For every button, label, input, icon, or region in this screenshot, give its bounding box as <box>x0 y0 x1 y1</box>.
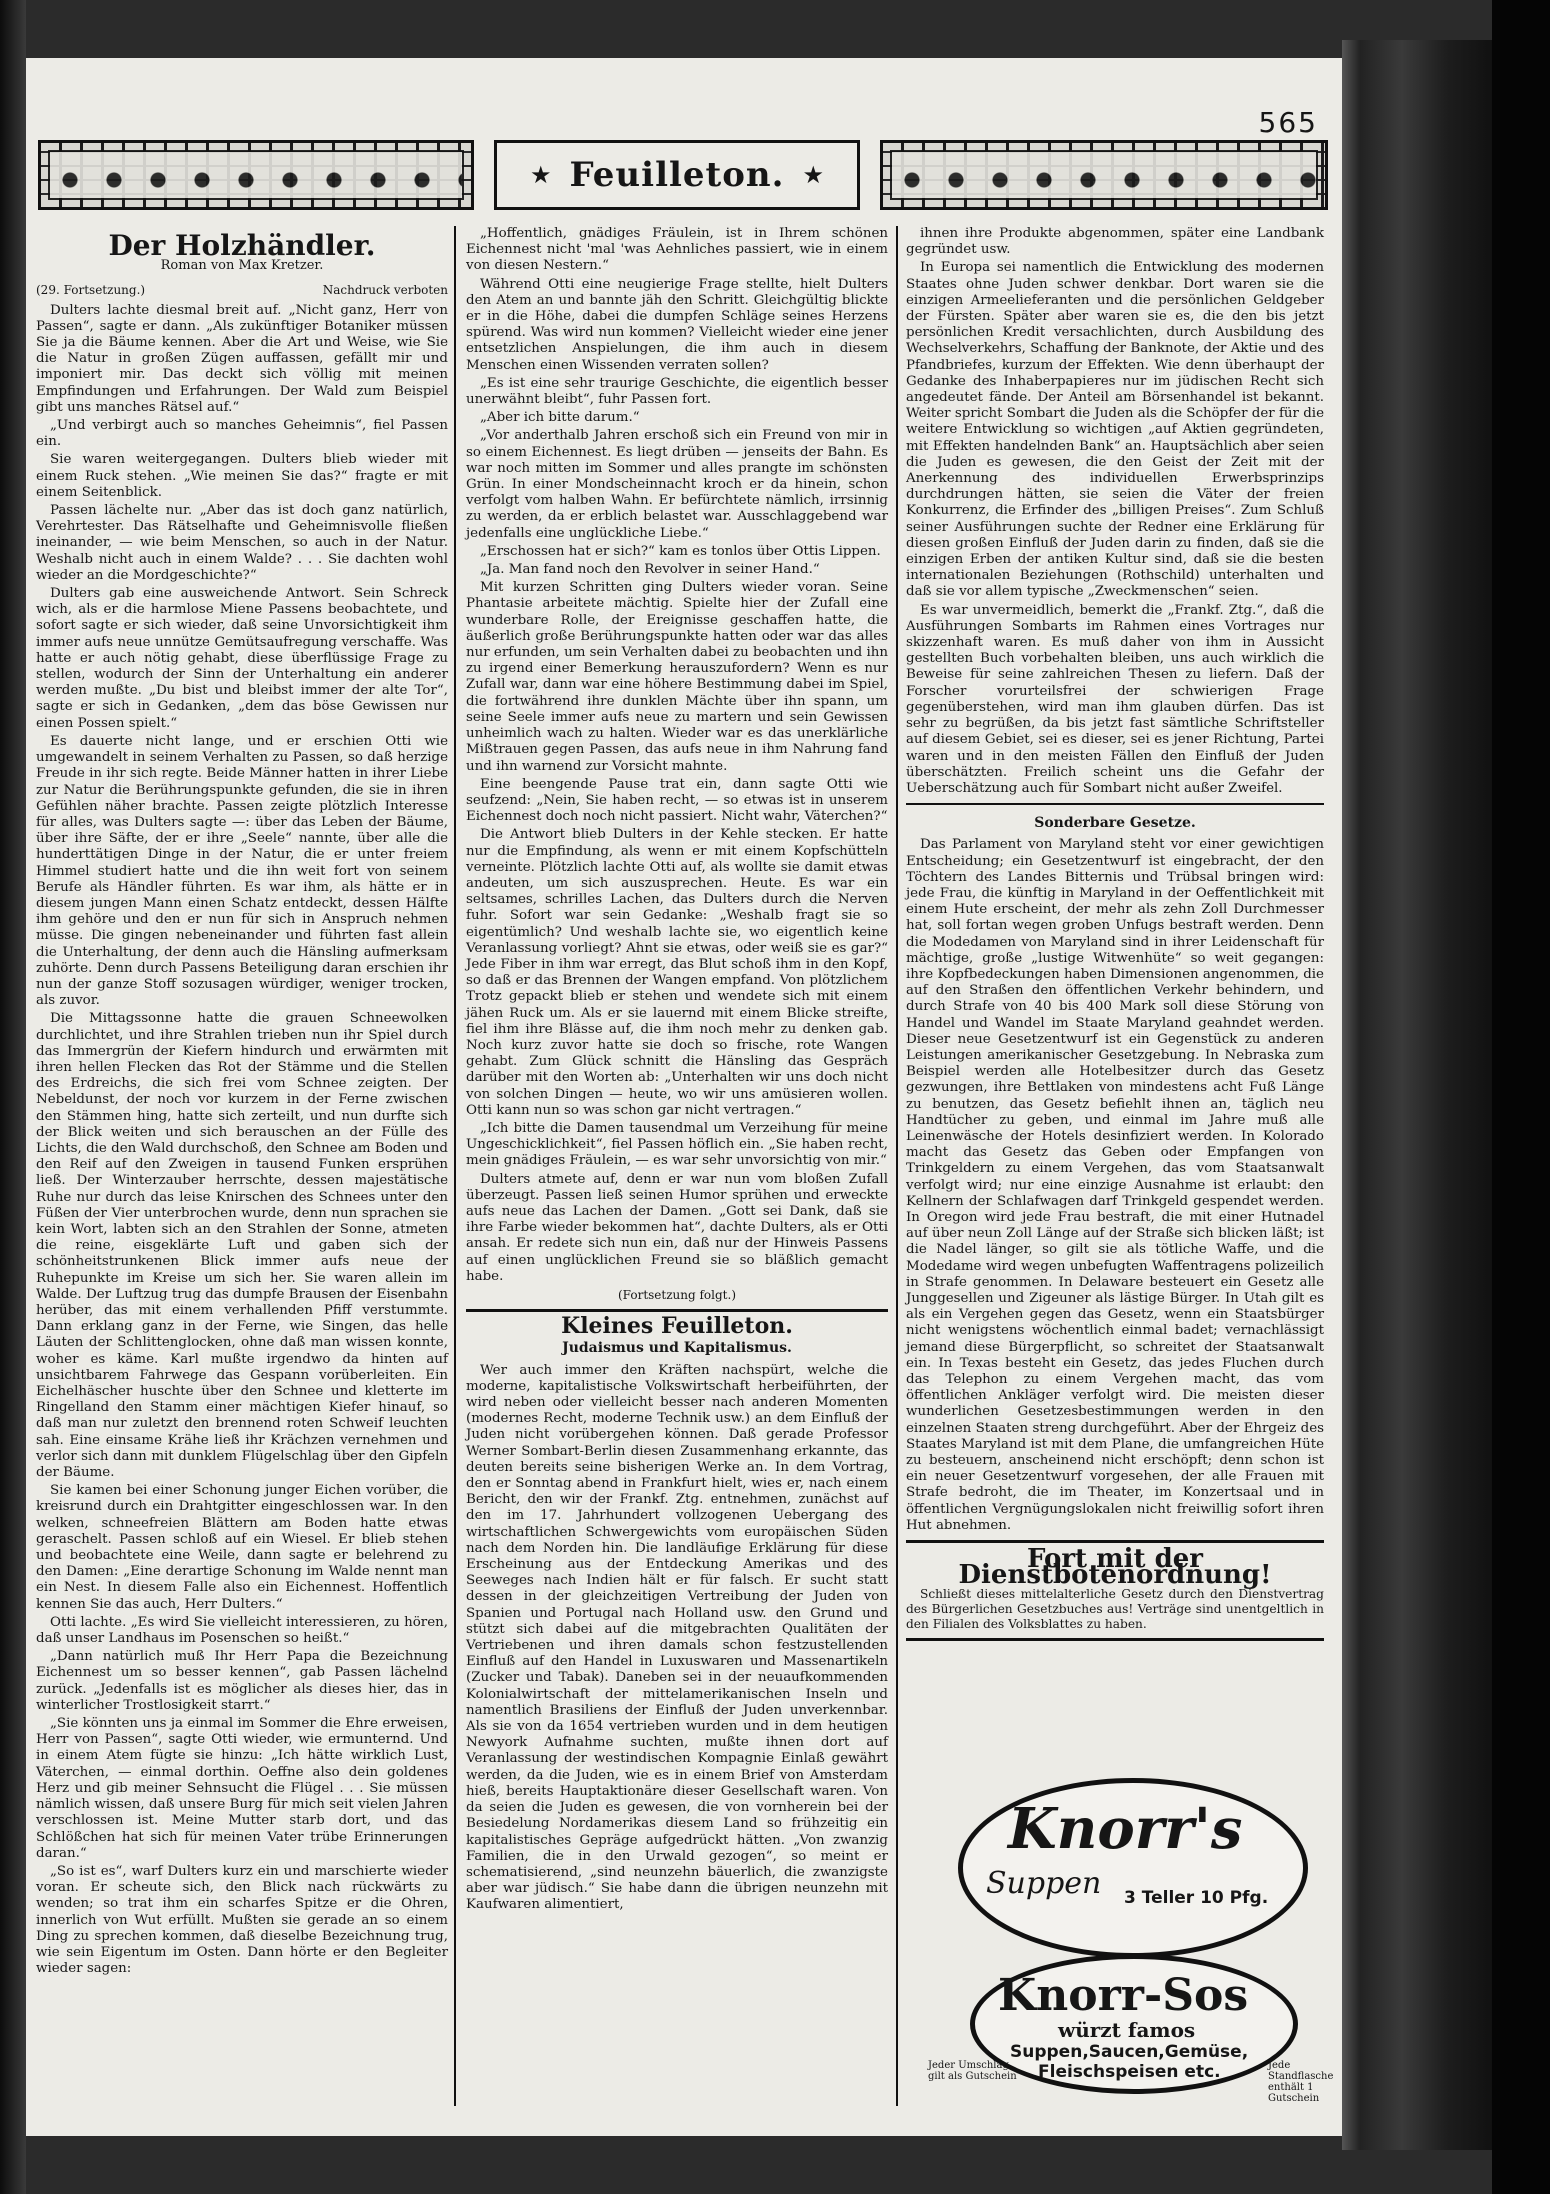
paragraph: „Es ist eine sehr traurige Geschichte, die eigentlich besser unerwähnt bleibt“, fuhr Passen fort. <box>466 375 888 408</box>
column-3 <box>906 226 1324 1647</box>
paragraph: Die Mittagssonne hatte die grauen Schneewolken durchlichtet, und ihre Strahlen trieben nun ihr Spiel durch das Immergrün der Kiefern hindurch und erwärmten mit ihren hellen Flecken das Rot der Stämme und die Stellen des Erdreichs, die sich frei vom Schnee zeigten. Der Nebeldunst, der noch vor kurzem in der Ferne zwischen den Stämmen hing, hatte sich zerteilt, und nun durfte sich der Blick weiten und sich berauschen an der Fülle des Lichts, die den Wald durchschoß, den Schnee am Boden und den Reif auf den Zweigen in tausend Funken ersprühen ließ. Der Winterzauber herrschte, dessen majestätische Ruhe nur durch das leise Knirschen des Schnees unter den Füßen der Vier unterbrochen wurde, denn nun sprachen sie kein Wort, labten sich an den Strahlen der Sonne, atmeten die reine, eisgeklärte Luft und gaben sich der schönheitstrunkenen Blick immer aufs neue der Ruhepunkte im Kreise um sich her. Sie waren allein im Walde. Der Luftzug trug das dumpfe Brausen der Eisenbahn herüber, das mit einem verhallenden Pfiff verstummte. Dann erklang ganz in der Ferne, wie Singen, das helle Läuten der Schlittenglocken, ohne daß man wissen konnte, woher es käme. Karl mußte irgendwo da hinten auf unsichtbarem Fahrwege das Gespann vorüberleiten. Ein Eichelhäscher huschte über den Schnee und kletterte im Ringelland den Stamm einer mächtigen Kiefer hinauf, so daß man nur zuletzt den brennend roten Schweif leuchten sah. Eine einsame Krähe ließ ihr Krächzen vernehmen und verlor sich dann mit dunklem Flügelschlag über den Gipfeln der Bäume. <box>36 1011 448 1481</box>
paragraph: „Sie könnten uns ja einmal im Sommer die Ehre erweisen, Herr von Passen“, sagte Otti wieder, wie ermunternd. Und in einem Atem fügte sie hinzu: „Ich hätte wirklich Lust, Väterchen, — einmal dorthin. Oeffne also dein goldenes Herz und gib meiner Sehnsucht die Flügel . . . Sie müssen nämlich wissen, daß unsere Burg für mich seit vielen Jahren verschlossen ist. Meine Mutter starb dort, und das Schlößchen hat sich für meinen Vater trübe Erinnerungen daran.“ <box>36 1716 448 1861</box>
paragraph: „So ist es“, warf Dulters kurz ein und marschierte wieder voran. Er scheute sich, den Blick nach rückwärts zu wenden; so trat ihm ein scharfes Spitze er die Ohren, innerlich von Wut erfüllt. Mußten sie gerade an so einem Ding zu sprechen kommen, daß dieselbe Bezeichnung trug, wie sein Eigentum im Osten. Dann hörte er den Begleiter wieder sagen: <box>36 1863 448 1977</box>
paragraph: Passen lächelte nur. „Aber das ist doch ganz natürlich, Verehrtester. Das Rätselhafte und Geheimnisvolle fließen ineinander, — wie beim Menschen, so auch in der Natur. Weshalb nicht auch in einem Walde? . . . Sie dachten wohl wieder an die Mordgeschichte?“ <box>36 503 448 583</box>
paragraph: „Erschossen hat er sich?“ kam es tonlos über Ottis Lippen. <box>480 543 881 559</box>
star-icon: ★ <box>530 161 552 189</box>
feuilleton-header <box>38 140 1328 210</box>
ad-product-sos: Knorr-Sos <box>998 1970 1249 2021</box>
paragraph: Dulters atmete auf, denn er war nun vom bloßen Zufall überzeugt. Passen ließ seinen Humor sprühen und erweckte aufs neue das Lachen der Damen. „Gott sei Dank, daß sie ihre Farbe wieder bekommen hat“, dachte Dulters, als er Otti ansah. Er redete sich nun ein, daß nur der Hinweis Passens auf einen unglücklichen Freund sie so bläßlich gemacht habe. <box>466 1171 888 1284</box>
notice-title: Fort mit der Dienstbotenordnung! <box>958 1544 1272 1591</box>
article-title: Judaismus und Kapitalismus. <box>562 1340 792 1357</box>
paragraph: „Aber ich bitte darum.“ <box>480 410 640 426</box>
knorr-advertisement <box>928 1778 1338 2108</box>
paragraph: Dulters lachte diesmal breit auf. „Nicht ganz, Herr von Passen“, sagte er dann. „Als zukünftiger Botaniker müssen Sie ja die Bäume kennen. Aber die Art und Weise, wie Sie die Natur in großen Zügen auffassen, gefällt mir und imponiert mir. Das deckt sich völlig mit meinen Empfindungen und Erfahrungen. Der Wald zum Beispiel gibt uns manches Rätsel auf.“ <box>36 302 448 415</box>
divider <box>906 1638 1324 1641</box>
column-2 <box>466 226 888 1916</box>
divider <box>466 1309 888 1312</box>
paragraph: ihnen ihre Produkte abgenommen, später eine Landbank gegründet usw. <box>906 226 1324 258</box>
story-author: Roman von Max Kretzer. <box>160 258 324 274</box>
section-title: Feuilleton. <box>569 155 785 195</box>
paragraph: Sie waren weitergegangen. Dulters blieb wieder mit einem Ruck stehen. „Wie meinen Sie das?“ fragte er mit einem Seitenblick. <box>36 452 448 500</box>
paragraph: Mit kurzen Schritten ging Dulters wieder voran. Seine Phantasie arbeitete mächtig. Spielte hier der Zufall eine wunderbare Rolle, der Ereignisse geschaffen hatte, die äußerlich große Berührungspunkte hatten oder war das alles nur erfunden, um sein Verhalten dabei zu beobachten und ihn zu irgend einer Bemerkung herauszufordern? Wenn es nur Zufall war, dann war eine höhere Bestimmung dabei im Spiel, die fortwährend ihre dunklen Mächte über ihn spann, um seine Seele immer aufs neue zu martern und sein Gewissen unheimlich wach zu halten. Wieder war es das unerklärliche Mißtrauen gegen Passen, das aufs neue in ihm Nahrung fand und ihn warnend zur Vorsicht mahnte. <box>466 580 889 774</box>
ornament-right <box>880 140 1328 210</box>
ornament-left <box>38 140 474 210</box>
installment-label: (29. Fortsetzung.) <box>36 283 146 298</box>
divider <box>906 1540 1324 1543</box>
paragraph: „Vor anderthalb Jahren erschoß sich ein Freund von mir in so einem Eichennest. Es liegt drüben — jenseits der Bahn. Es war noch mitten im Sommer und alles prangte im schönsten Grün. In einer Mondscheinnacht kroch er da hinein, schon verfolgt vom halben Wahn. Er befürchtete nämlich, irrsinnig zu werden, da er erblich belastet war. Ausschlaggebend war jedenfalls eine unglückliche Liebe.“ <box>466 428 888 541</box>
book-spine <box>1342 40 1492 2150</box>
ad-line-2: Fleischspeisen etc. <box>1038 2062 1221 2082</box>
star-icon: ★ <box>802 161 824 189</box>
kleines-feuilleton-title: Kleines Feuilleton. <box>561 1313 793 1340</box>
ad-left-note: Jeder Umschlag gilt als Gutschein <box>928 2060 1017 2082</box>
ad-brand: Knorr's <box>1008 1796 1243 1862</box>
section-title-box <box>494 140 860 210</box>
column-rule <box>454 226 456 2106</box>
reprint-note: Nachdruck verboten <box>322 283 448 298</box>
paragraph: „Dann natürlich muß Ihr Herr Papa die Bezeichnung Eichennest um so besser kennen“, gab Passen lächelnd zurück. „Jedenfalls ist es möglicher als dieses hier, das in winterlicher Trostlosigkeit starrt.“ <box>36 1649 448 1713</box>
paragraph: Es war unvermeidlich, bemerkt die „Frankf. Ztg.“, daß die Ausführungen Sombarts im Rahmen eines Vortrages nur skizzenhaft waren. Es muß daher von ihm in Aussicht gestellten Buch vorbehalten bleiben, uns auch wirklich die Beweise für seine zahlreichen Thesen zu liefern. Daß der Forscher vorurteilsfrei der schwierigen Frage gegenüberstehen, wird man ihm glauben dürfen. Das ist sehr zu begrüßen, da bis jetzt fast sämtliche Schriftsteller auf diesem Gebiet, sei es dieser, sei es jener Richtung, Partei waren und in den meisten Fällen den Einfluß der Juden überschätzten. Freilich scheint uns die Gefahr der Ueberschätzung auch für Sombart nicht außer Zweifel. <box>906 602 1324 796</box>
story-title: Der Holzhändler. <box>108 229 376 262</box>
paragraph: In Europa sei namentlich die Entwicklung des modernen Staates ohne Juden schwer denkbar. Dort waren sie die einzigen Armeelieferanten und die persönlichen Geldgeber der Fürsten. Später aber waren sie es, die den bis jetzt persönlichen Kredit versachlichten, durch Ausbildung des Wechselverkehrs, Schaffung der Banknote, der Aktie und des Pfandbriefes, kurzum der Effekten. Wie denn überhaupt der Gedanke des Inhaberpapieres nur im jüdischen Recht sich angedeutet fände. Der Anteil am Börsenhandel ist bekannt. Weiter spricht Sombart die Juden als die Schöpfer der für die weitere Entwicklung so wichtigen „auf Aktien gegründeten, mit Effekten handelnden Bank“ an. Hauptsächlich aber seien die Juden es gewesen, die den Geist der Zeit mit der Anerkennung des individuellen Erwerbsprinzips durchdrungen hätten, sie seien die Väter der freien Konkurrenz, die Erfinder des „billigen Preises“. Zum Schluß seiner Ausführungen suchte der Redner eine Erklärung für diesen großen Einfluß der Juden darin zu finden, daß sie die einzigen Erben der antiken Kultur sind, daß sie die besten internationalen Beziehungen (Rothschild) unterhalten und daß sie vor allem typische „Zweckmenschen“ seien. <box>906 260 1324 600</box>
notice-text: Schließt dieses mittelalterliche Gesetz durch den Dienstvertrag des Bürgerlichen Gesetzbuches aus! Verträge sind unentgeltlich in den Filialen des Volksblattes zu haben. <box>906 1587 1324 1632</box>
sonderbare-title: Sonderbare Gesetze. <box>1034 815 1196 832</box>
paragraph: „Ich bitte die Damen tausendmal um Verzeihung für meine Ungeschicklichkeit“, fiel Passen höflich ein. „Sie haben recht, mein gnädiges Fräulein, — es war sehr unvorsichtig von mir.“ <box>466 1120 888 1169</box>
continued-note: (Fortsetzung folgt.) <box>618 1288 736 1302</box>
paragraph: Während Otti eine neugierige Frage stellte, hielt Dulters den Atem an und bannte jäh den Schritt. Gleichgültig blickte er in die Höhe, dabei die dumpfen Schläge seines Herzens spürend. Was wird nun kommen? Vielleicht wieder eine jener entsetzlichen Anspielungen, die ihm auch in diesem Menschen einen Wissenden verraten sollen? <box>466 276 888 373</box>
scan-left-edge <box>0 0 26 2194</box>
scan-right-edge <box>1492 0 1550 2194</box>
paragraph: Wer auch immer den Kräften nachspürt, welche die moderne, kapitalistische Volkswirtschaft herbeiführten, der wird neben oder vielleicht besser nach anderen Momenten (modernes Recht, moderne Technik usw.) an dem Einfluß der Juden nicht vorübergehen können. Daß gerade Professor Werner Sombart-Berlin diesen Zusammenhang erkannte, das deuten bereits seine bisherigen Werke an. In dem Vortrag, den er Sonntag abend in Frankfurt hielt, wies er, nach einem Bericht, den wir der Frankf. Ztg. entnehmen, zunächst auf den im 17. Jahrhundert vollzogenen Uebergang des wirtschaftlichen Schwergewichts vom europäischen Süden nach dem Norden hin. Die landläufige Erklärung für diese Erscheinung aus der Entdeckung Amerikas und des Seeweges nach Indien hält er für falsch. Er sucht statt dessen in der gleichzeitigen Vertreibung der Juden von Spanien und Portugal nach Holland usw. den Grund und stützt sich dabei auf die mitgebrachten Qualitäten der Vertriebenen und ihren damals schon festzustellenden Einfluß auf den Handel in Luxuswaren und Massenartikeln (Zucker und Tabak). Daneben sei in der neuaufkommenden Kolonialwirtschaft der mittelamerikanischen Inseln und namentlich Brasiliens der Einfluß der Juden unverkennbar. Als sie von da 1654 vertrieben wurden und in dem heutigen Newyork Aufnahme suchten, mußte ihnen dort auf Veranlassung der westindischen Kompagnie Einlaß gewährt werden, da die Juden, wie es in einem Brief von Amsterdam hieß, bereits Hauptaktionäre dieser Gesellschaft waren. Von da seien die Juden es gewesen, die von vornherein bei der Besiedelung Nordamerikas diesem Land so frühzeitig ein kapitalistisches Gepräge aufgedrückt hätten. „Von zwanzig Familien, die in den Urwald gezogen“, so meint er schematisierend, „sind neunzehn bäuerlich, die zwanzigste aber war jüdisch.“ Sie habe dann die übrigen neunzehn mit Kaufwaren alimentiert, <box>466 1362 888 1913</box>
ad-product-suppen: Suppen <box>986 1866 1102 1901</box>
paragraph: Sie kamen bei einer Schonung junger Eichen vorüber, die kreisrund durch ein Drahtgitter eingeschlossen war. In den welken, schneefreien Blättern am Boden hatte etwas geraschelt. Passen schloß auf ein Wiesel. Er blieb stehen und beobachtete eine Weile, dann sagte er belehrend zu den Damen: „Eine derartige Schonung im Walde nennt man ein Nest. In diesem Falle also ein Eichennest. Hoffentlich kennen Sie das auch, Herr Dulters.“ <box>36 1483 448 1612</box>
ad-price: 3 Teller 10 Pfg. <box>1124 1888 1269 1908</box>
ad-right-note: Jede Standflasche enthält 1 Gutschein <box>1268 2060 1334 2104</box>
column-rule <box>896 226 898 2106</box>
paragraph: Die Antwort blieb Dulters in der Kehle stecken. Er hatte nur die Empfindung, als wenn er mit einem Kopfschütteln verneinte. Plötzlich lachte Otti auf, als wollte sie damit etwas andeuten, um sich auszusprechen. Heute. Es war ein seltsames, schrilles Lachen, das Dulters durch die Nerven fuhr. Sofort war sein Gedanke: „Weshalb fragt sie so eigentümlich? Und weshalb lachte sie, wo eigentlich keine Veranlassung vorliegt? Ahnt sie etwas, oder weiß sie es gar?“ Jede Fiber in ihm war erregt, das Blut schoß ihm in den Kopf, so daß er das Brennen der Wangen empfand. Von plötzlichem Trotz gepackt blieb er stehen und wendete sich mit einem jähen Ruck um. Als er sie lauernd mit einem Blicke streifte, fiel ihm ihre Blässe auf, die ihm noch mehr zu denken gab. Noch kurz zuvor hatte sie doch so frische, rote Wangen gehabt. Zum Glück schnitt die Hänsling das Gespräch darüber mit den Worten ab: „Unterhalten wir uns doch nicht von solchen Dingen — heute, wo wir uns amüsieren wollen. Otti kann nun so was schon gar nicht vertragen.“ <box>466 827 888 1118</box>
divider <box>906 803 1324 805</box>
paragraph: Es dauerte nicht lange, und er erschien Otti wie umgewandelt in seinem Verhalten zu Passen, so daß herzige Freude in ihr sich regte. Beide Männer hatten in ihrer Liebe zur Natur die Berührungspunkte gefunden, die sie in ihren Gefühlen näher brachte. Passen zeigte plötzlich Interesse für alles, was Dulters sagte —: über das Leben der Bäume, über ihre Säfte, der er ihre „Seele“ nannte, über alle die hunderttätigen Dinge in der Natur, die er unter freiem Himmel studiert hatte und die ihn weit fort von seinem Berufe als Händler führten. Es war ihm, als hätte er in diesem jungen Mann einen Schatz entdeckt, dessen Hälfte ihm gehöre und den er nun für sich in Anspruch nehmen müsse. Die gingen nebeneinander und führten fast allein die Unterhaltung, der denn auch die Hänsling aufmerksam zuhörte. Denn durch Passens Beteiligung daran erschien ihr nun der ganze Stoff sozusagen würdiger, weniger trocken, als zuvor. <box>36 733 448 1009</box>
paragraph: „Und verbirgt auch so manches Geheimnis“, fiel Passen ein. <box>36 418 448 450</box>
column-1 <box>36 226 448 1979</box>
page-number: 565 <box>1258 106 1318 139</box>
paragraph: Eine beengende Pause trat ein, dann sagte Otti wie seufzend: „Nein, Sie haben recht, — so etwas ist in unserem Eichennest doch noch nicht passiert. Nicht wahr, Väterchen?“ <box>466 776 888 825</box>
paragraph: Dulters gab eine ausweichende Antwort. Sein Schreck wich, als er die harmlose Miene Passens beobachtete, und sofort sagte er sich wieder, daß seine Unvorsichtigkeit ihm immer aufs neue unnütze Gemütsaufregung verschaffe. Was hatte er auch nötig gehabt, diese überflüssige Frage zu stellen, wodurch der Sinn der Unterhaltung ein anderer werden mußte. „Du bist und bleibst immer der alte Tor“, sagte er sich in Gedanken, „dem das böse Gewissen nur einen Possen spielt.“ <box>36 586 448 731</box>
story-meta <box>36 282 448 298</box>
ad-line-1: Suppen,Saucen,Gemüse, <box>1010 2042 1249 2062</box>
paragraph: „Hoffentlich, gnädiges Fräulein, ist in Ihrem schönen Eichennest nicht 'mal 'was Aehnliches passiert, wie in einem von diesen Nestern.“ <box>466 226 888 274</box>
paragraph: Otti lachte. „Es wird Sie vielleicht interessieren, zu hören, daß unser Landhaus im Posenschen so heißt.“ <box>36 1614 448 1647</box>
ad-tagline: würzt famos <box>1058 2018 1196 2042</box>
paragraph: Das Parlament von Maryland steht vor einer gewichtigen Entscheidung; ein Gesetzentwurf ist eingebracht, der den Töchtern des Landes Bitternis und Trübsal bringen wird: jede Frau, die künftig in Maryland in der Oeffentlichkeit mit einem Hute erscheint, der mehr als zehn Zoll Durchmesser hat, soll fortan wegen groben Unfugs bestraft werden. Denn die Modedamen von Maryland sind in ihrer Leidenschaft für mächtige, große „lustige Witwenhüte“ so weit gegangen: ihre Kopfbedeckungen haben Dimensionen angenommen, die auf den Straßen den öffentlichen Verkehr behindern, und durch Strafe von 40 bis 400 Mark soll diese Störung von Handel und Wandel im Staate Maryland geahndet werden. Dieser neue Gesetzentwurf ist ein Gegenstück zu anderen Leistungen amerikanischer Gesetzgebung. In Nebraska zum Beispiel werden alle Hotelbesitzer durch das Gesetz gezwungen, ihre Bettlaken von mindestens acht Fuß Länge zu benutzen, das Gesetz befiehlt ihnen an, täglich neu Handtücher zu geben, und einmal im Jahre muß alle Leinenwäsche der Hotels desinfiziert werden. In Kolorado macht das Gesetz das Geben oder Empfangen von Trinkgeldern zu einem Vergehen, das vom Staatsanwalt verfolgt wird; nur eine einzige Ausnahme ist erlaubt: den Kellnern der Schlafwagen darf Trinkgeld gespendet werden. In Oregon wird jede Frau bestraft, die mit einer Hutnadel auf über neun Zoll Länge auf der Straße sich blicken läßt; ist die Nadel länger, so gilt sie als tötliche Waffe, und die Modedame wird wegen unbefugten Waffentragens polizeilich in Strafe genommen. In Delaware besteuert ein Gesetz alle Junggesellen und Zigeuner als lästige Bürger. In Utah gilt es als ein Vergehen gegen das Gesetz, wenn ein Staatsbürger nicht wenigstens wöchentlich einmal badet; vernachlässigt jemand diese Bürgerpflicht, so schreitet der Staatsanwalt ein. In Texas besteht ein Gesetz, das jedes Fluchen durch das Telephon zu einem Vergehen macht, das vom öffentlichen Ankläger verfolgt wird. Die meisten dieser wunderlichen Gesetzesbestimmungen werden in den einzelnen Staaten streng durchgeführt. Aber der Ehrgeiz des Staates Maryland ist mit dem Plane, die umfangreichen Hüte zu besteuern, anscheinend nicht erschöpft; denn schon ist ein neuer Gesetzentwurf vorgesehen, der alle Frauen mit Strafe bedroht, die im Theater, im Konzertsaal und in öffentlichen Vergnügungslokalen nicht freiwillig sofort ihren Hut abnehmen. <box>906 837 1324 1533</box>
newspaper-page <box>26 58 1342 2136</box>
paragraph: „Ja. Man fand noch den Revolver in seiner Hand.“ <box>480 562 820 578</box>
